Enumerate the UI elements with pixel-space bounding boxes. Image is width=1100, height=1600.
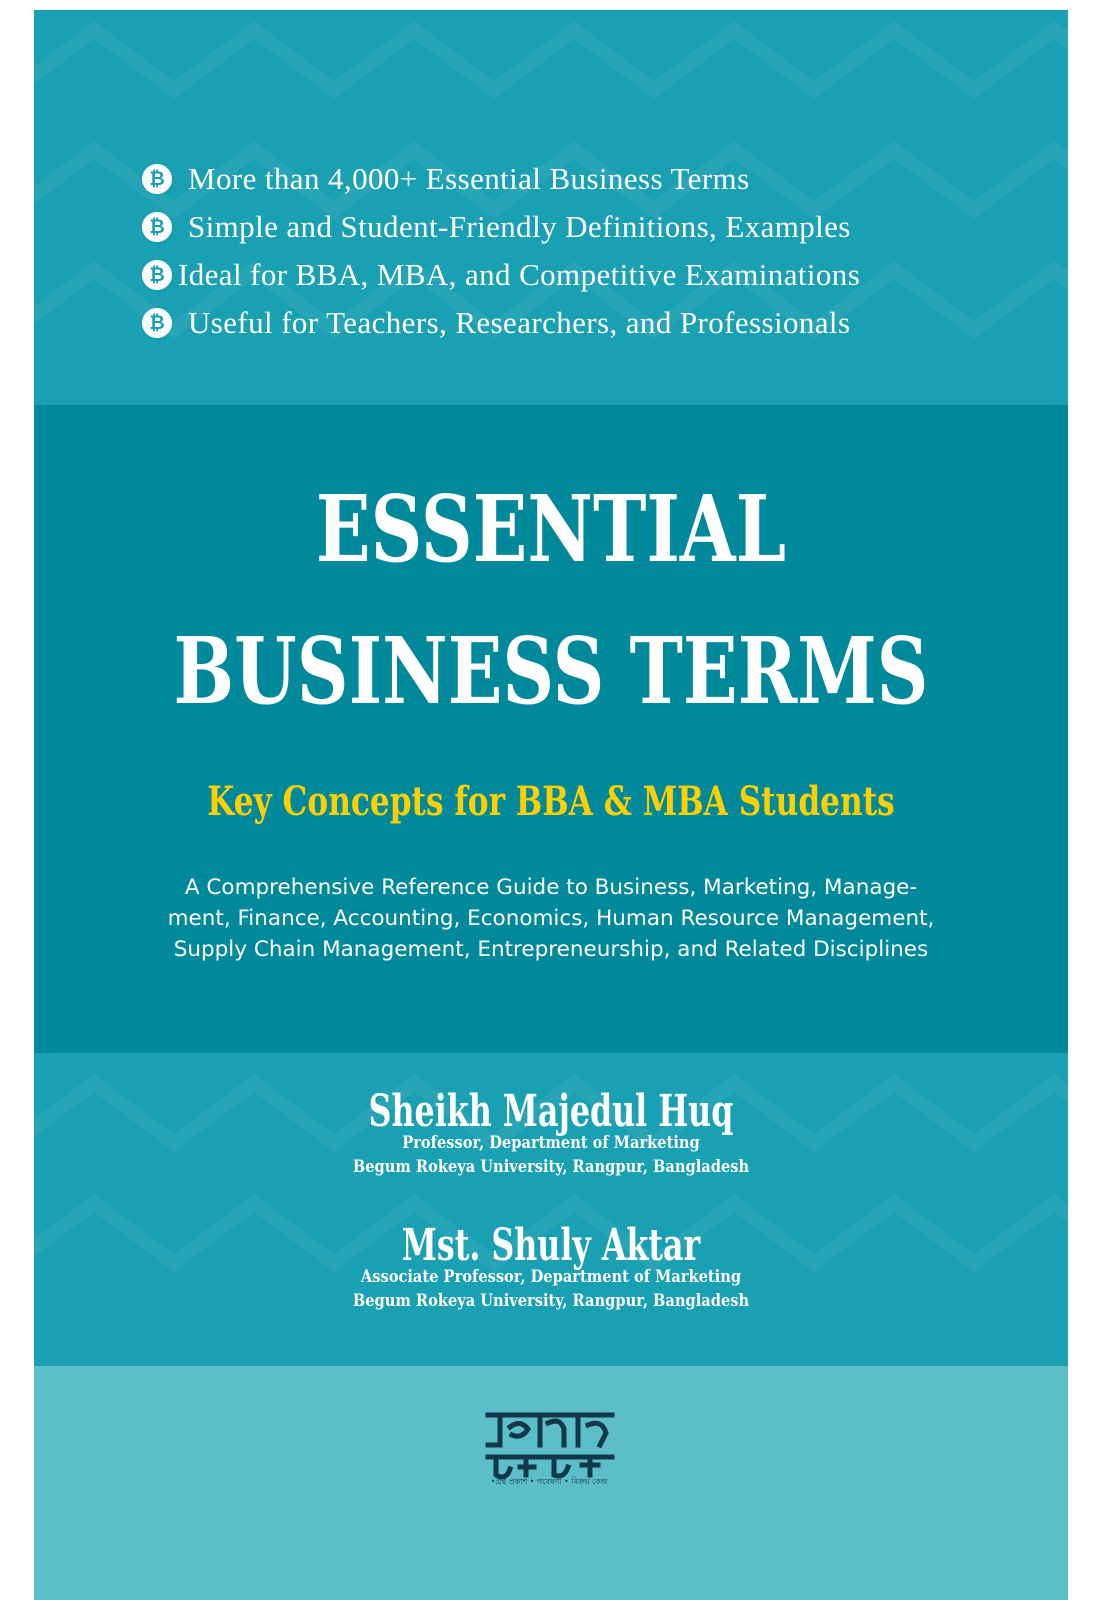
book-title-line-1: ESSENTIAL [315,475,787,583]
bitcoin-icon: ₿ [142,260,172,290]
book-title-line-2: BUSINESS TERMS [173,617,929,725]
feature-text: Useful for Teachers, Researchers, and Professionals [188,305,851,340]
feature-item [142,299,860,347]
author-name: Mst. Shuly Aktar [401,1220,701,1271]
author-affiliation: Begum Rokeya University, Rangpur, Bangladesh [352,1157,750,1177]
feature-item [142,251,860,299]
feature-text: Simple and Student-Friendly Definitions, Examples [188,209,851,244]
bitcoin-icon: ₿ [142,212,172,242]
publisher-tagline: •গ্রন্থ প্রকাশ • গবেষণা • বিক্রয় কেন্দ্র [490,1477,608,1486]
feature-item [142,203,860,251]
feature-list [142,155,860,347]
feature-text: More than 4,000+ Essential Business Terms [188,161,750,196]
bitcoin-icon: ₿ [142,308,172,338]
description-line: Supply Chain Management, Entrepreneurship, and Related Disciplines [173,937,929,962]
author-affiliation: Begum Rokeya University, Rangpur, Bangladesh [352,1291,750,1311]
bitcoin-icon: ₿ [142,164,172,194]
author-title: Professor, Department of Marketing [402,1133,700,1153]
feature-text: Ideal for BBA, MBA, and Competitive Examinations [178,257,861,292]
description-line: ment, Finance, Accounting, Economics, Human Resource Management, [167,906,935,931]
book-subtitle: Key Concepts for BBA & MBA Students [207,778,895,825]
author-name: Sheikh Majedul Huq [368,1086,734,1137]
top-band [34,10,1068,405]
book-description [74,872,1028,965]
book-cover [34,10,1068,1600]
feature-item [142,155,860,203]
author-title: Associate Professor, Department of Marketing [360,1267,742,1287]
description-line: A Comprehensive Reference Guide to Business, Marketing, Manage- [184,875,918,900]
